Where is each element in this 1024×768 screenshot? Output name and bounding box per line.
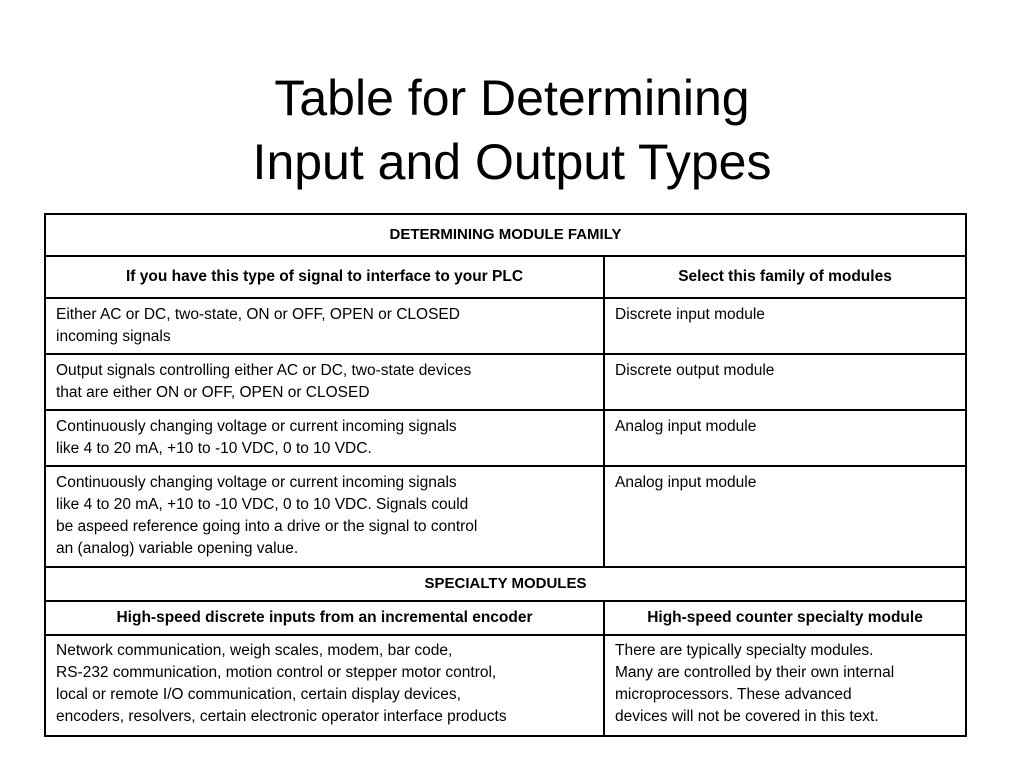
table-row [45, 466, 966, 567]
specialty-description-cell [604, 635, 966, 736]
header-module-family: Select this family of modules [604, 256, 966, 298]
specialty-header-left: High-speed discrete inputs from an incremental encoder [45, 601, 604, 635]
module-text: Analog input module [615, 474, 757, 491]
signal-cell [45, 410, 604, 466]
slide-title [0, 66, 1024, 194]
section-row-specialty-modules [45, 567, 966, 601]
module-text: Analog input module [615, 418, 757, 435]
module-cell [604, 354, 966, 410]
signal-cell [45, 298, 604, 354]
table-row [45, 354, 966, 410]
header-row [45, 256, 966, 298]
table-row [45, 298, 966, 354]
module-family-table [44, 213, 967, 737]
section-title-specialty-modules: SPECIALTY MODULES [45, 567, 966, 601]
section-row-module-family [45, 214, 966, 256]
module-cell [604, 298, 966, 354]
signal-text: Either AC or DC, two-state, ON or OFF, OPEN or CLOSED incoming signals [56, 306, 460, 345]
slide-title-line-1: Table for Determining [274, 70, 750, 126]
specialty-description-text: There are typically specialty modules. Many are controlled by their own internal microprocessors. These advanced devices will not be covered in this text. [615, 642, 895, 725]
slide-title-line-2: Input and Output Types [252, 134, 772, 190]
signal-cell [45, 466, 604, 567]
signal-cell [45, 354, 604, 410]
module-text: Discrete input module [615, 306, 765, 323]
specialty-applications-text: Network communication, weigh scales, modem, bar code, RS-232 communication, motion control or stepper motor control, local or remote I/O communication, certain display devices, encoders, resolvers, certain electronic operator interface products [56, 642, 507, 725]
specialty-row [45, 635, 966, 736]
specialty-header-right: High-speed counter specialty module [604, 601, 966, 635]
module-text: Discrete output module [615, 362, 775, 379]
specialty-applications-cell [45, 635, 604, 736]
signal-text: Continuously changing voltage or current incoming signals like 4 to 20 mA, +10 to -10 VDC, 0 to 10 VDC. [56, 418, 457, 457]
specialty-header-row [45, 601, 966, 635]
header-signal-type: If you have this type of signal to interface to your PLC [45, 256, 604, 298]
section-title-module-family: DETERMINING MODULE FAMILY [45, 214, 966, 256]
signal-text: Output signals controlling either AC or DC, two-state devices that are either ON or OFF, OPEN or CLOSED [56, 362, 472, 401]
table-row [45, 410, 966, 466]
module-cell [604, 410, 966, 466]
signal-text: Continuously changing voltage or current incoming signals like 4 to 20 mA, +10 to -10 VDC, 0 to 10 VDC. Signals could be aspeed reference going into a drive or the signal to control an (analog) variable opening value. [56, 474, 478, 557]
module-cell [604, 466, 966, 567]
